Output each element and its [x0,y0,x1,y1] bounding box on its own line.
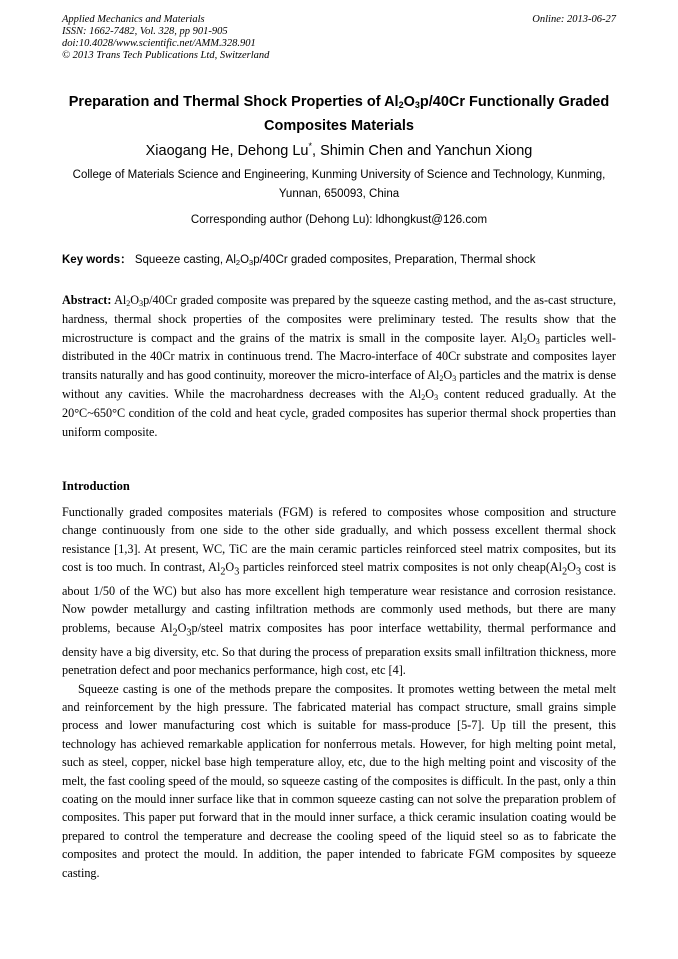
keywords [62,252,622,268]
section-heading-introduction: Introduction [62,479,130,493]
abstract-text: O [443,368,453,383]
abstract-text: content reduced gradually. At the 20°C~650°C condition of the cold and heat cycle, graded composites has superior thermal shock properties than uniform composite. [62,386,617,439]
paragraph-subscript: 2 [220,566,226,578]
paragraph-subscript: 2 [562,566,568,578]
abstract-text: particles and the matrix is dense without any cavities. While the macrohardness decreases with the Al [62,368,616,401]
abstract-subscript: 2 [126,299,131,308]
paragraph-text: p/steel matrix composites has poor interface wettability, thermal performance and density have a big diversity, etc. So that during the process of preparation exsits small infiltration thickness, more penetration defect and poor mechanics performance, high cost, etc [4]. [62,620,616,678]
abstract-subscript: 2 [421,392,426,402]
abstract-text: O [425,386,435,401]
paragraph-text: O [177,620,187,635]
abstract-label: Abstract: [62,293,112,307]
introduction-body [62,503,616,882]
corresponding-mark: * [308,141,313,151]
abstract-subscript: 3 [452,374,457,384]
keywords-text: Squeeze casting, Al [131,254,236,266]
keywords-subscript: 2 [235,258,241,267]
abstract [62,291,616,441]
author-list [40,141,638,161]
paragraph-text: O [225,560,235,575]
affiliation: College of Materials Science and Engineering, Kunming University of Science and Technology, Kunming, Yunnan, 650093, China [72,169,606,200]
issn-line: ISSN: 1662-7482, Vol. 328, pp 901-905 [62,26,228,37]
abstract-subscript: 2 [439,374,444,384]
keywords-label: Key words： [62,254,132,266]
journal-header [62,14,616,62]
copyright-line: © 2013 Trans Tech Publications Ltd, Switzerland [62,50,270,61]
online-date: Online: 2013-06-27 [532,14,616,25]
paper-title [40,90,638,138]
corresponding-author: Corresponding author (Dehong Lu): ldhongkust@126.com [190,214,488,226]
keywords-subscript: 3 [249,258,254,267]
author-names: Xiaogang He, Dehong Lu [145,143,309,159]
journal-name: Applied Mechanics and Materials [62,14,205,25]
abstract-text: particles well-distributed in the 40Cr matrix in continuous trend. The Macro-interface of 40Cr substrate and composites layer transits naturally and has good continuity, moreover the micro-interface of Al [62,330,616,383]
abstract-text: O [130,293,140,307]
abstract-subscript: 3 [139,299,144,308]
paragraph-subscript: 3 [234,566,240,578]
title-text: Preparation and Thermal Shock Properties of Al [68,94,399,110]
abstract-text: Al [111,293,127,307]
paragraph-text: particles reinforced steel matrix composites is not only cheap(Al [239,560,563,575]
abstract-subscript: 2 [522,336,527,346]
abstract-text: p/40Cr graded composite was prepared by the squeeze casting method, and the as-cast structure, hardness, thermal shock properties of the composites were preliminary tested. The results show that the microstructure is compact and the grains of the matrix is small in the composite layer. Al [62,293,617,345]
paragraph-text: cost is about 1/50 of the WC) but also has more excellent high temperature wear resistance and corrosion resistance. Now powder metallurgy and casting infiltration methods are commonly used methods, but there are many problems, because Al [62,560,616,635]
paragraph-subscript: 3 [575,566,582,578]
paragraph-subscript: 3 [186,627,192,639]
paragraph-text: O [567,560,576,575]
intro-paragraph-2: Squeeze casting is one of the methods prepare the composites. It promotes wetting between the metal melt and reinforcement by the high pressure. The fabricated material has compact structure, small grains simple process and lower manufacturing cost which is suitable for mass-produce [5-7]. Up till the present, this technology has achieved remarkable application for nonferrous metals. However, for high melting point metal, such as steel, copper, nickel base high temperature alloy, etc, due to the high melting point and viscosity of the melt, the fast cooling speed of the mould, so squeeze casting of the composites is difficult. In the past, only a thin coating on the mould inner surface like that in common squeeze casting can not solve the preparation problem of composites. This paper put forward that in the mould inner surface, a thick ceramic insulation coating would be prepared to control the temperature and decrease the cooling speed of the liquid steel so as to fabricate the composites and protect the mould. In addition, the paper intended to fabricate FGM composites by squeeze casting. [62,681,616,880]
abstract-text: O [526,330,536,345]
paragraph-subscript: 2 [172,627,178,639]
keywords-text: O [240,254,250,266]
paragraph-text: Functionally graded composites materials (FGM) is refered to composites whose composition and structure change continuously from one side to the other side gradually, and which possess excellent thermal shock resistance [1,3]. At present, WC, TiC are the main ceramic particles reinforced steel matrix composites, but its cost is too much. In contrast, Al [62,505,616,575]
abstract-subscript: 3 [535,336,540,346]
author-names: , Shimin Chen and Yanchun Xiong [312,143,533,159]
title-text: O [403,94,415,110]
intro-paragraph-1 [62,503,616,680]
title-subscript: 2 [398,100,404,110]
doi-line: doi:10.4028/www.scientific.net/AMM.328.901 [62,38,256,49]
keywords-text: p/40Cr graded composites, Preparation, Thermal shock [253,254,536,266]
abstract-subscript: 3 [434,392,439,402]
title-subscript: 3 [414,100,420,110]
title-text: p/40Cr Functionally Graded Composites Materials [264,94,610,134]
